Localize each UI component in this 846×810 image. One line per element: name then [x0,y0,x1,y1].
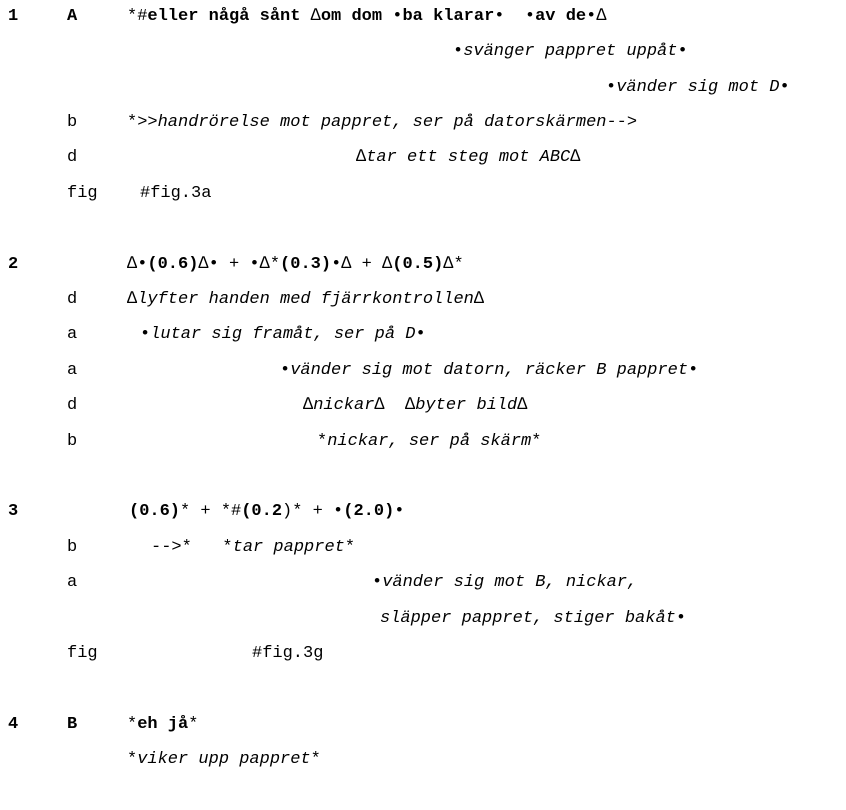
action-description: vänder sig mot D [616,78,780,97]
annotation-symbol: *>> [127,113,158,132]
action-description: släpper pappret, stiger bakåt [380,609,676,628]
utterance-text: om dom [320,7,393,26]
speaker-label: a [67,325,78,344]
figure-reference: #fig.3a [140,184,212,203]
annotation-symbol: • [140,325,151,344]
annotation-symbol: * [188,715,199,734]
annotation-symbol: )* + • [282,502,344,521]
action-description: viker upp pappret [137,750,311,769]
line-text [280,361,698,380]
action-description: tar pappret [232,538,345,557]
transcript-line [0,42,846,64]
annotation-symbol: • • [494,7,536,26]
line-text [372,573,637,592]
line-text [140,325,426,344]
annotation-symbol: * [127,750,138,769]
annotation-symbol: * + *# [180,502,242,521]
annotation-symbol: * [317,432,328,451]
excerpt-number: 2 [8,255,19,274]
transcript-line [0,502,846,524]
annotation-symbol: ∆ [303,396,314,415]
line-text [151,538,355,557]
annotation-symbol: ∆• [127,255,148,274]
pause-duration: (0.2 [241,502,283,521]
annotation-symbol: ∆• + •∆* [198,255,281,274]
line-text [356,148,580,167]
annotation-symbol: ∆ [356,148,367,167]
action-description: tar ett steg mot ABC [366,148,571,167]
line-text [127,113,637,132]
speaker-label: b [67,432,78,451]
transcript-line [0,538,846,560]
action-description: nickar, ser på skärm [327,432,532,451]
transcript-line [0,644,846,666]
line-text [606,78,790,97]
utterance-text: eh jå [137,715,189,734]
transcript-line [0,78,846,100]
pause-duration: (0.5) [392,255,444,274]
line-text [127,715,198,734]
utterance-text: eller någå sånt [147,7,301,26]
line-text [129,502,404,521]
pause-duration: (2.0) [343,502,395,521]
annotation-symbol: ∆ ∆ [374,396,416,415]
annotation-symbol: * [531,432,542,451]
transcript-line [0,7,846,29]
line-text [380,609,686,628]
line-text [127,750,321,769]
annotation-symbol: ∆ [473,290,485,309]
speaker-label: fig [67,184,98,203]
action-description: lutar sig framåt, ser på D [150,325,416,344]
annotation-symbol: -->* * [151,538,233,557]
speaker-label: b [67,538,78,557]
line-text [303,396,527,415]
annotation-symbol: • [372,573,383,592]
annotation-symbol: • [392,7,403,26]
transcript-line [0,396,846,418]
annotation-symbol: •∆ [586,7,607,26]
annotation-symbol: • [394,502,405,521]
line-text [317,432,541,451]
transcript-line [0,750,846,772]
excerpt-number: 3 [8,502,19,521]
pause-duration: (0.6) [129,502,181,521]
transcript-line [0,184,846,206]
annotation-symbol: ∆ [570,148,581,167]
speaker-label: b [67,113,78,132]
speaker-label: B [67,715,78,734]
line-text [127,255,464,274]
figure-reference: #fig.3g [252,644,324,663]
line-text [127,290,484,309]
annotation-symbol: ∆ [517,396,528,415]
transcript-line [0,361,846,383]
action-description: handrörelse mot pappret, ser på datorskärmen--> [157,113,638,132]
annotation-symbol: * [310,750,321,769]
annotation-symbol: •∆ + ∆ [331,255,393,274]
annotation-symbol: ∆* [443,255,464,274]
action-description: vänder sig mot B, nickar, [382,573,638,592]
action-description: byter bild [415,396,518,415]
speaker-label: a [67,573,78,592]
speaker-label: fig [67,644,98,663]
line-text [127,7,607,26]
annotation-symbol: • [453,42,464,61]
action-description: lyfter handen med fjärrkontrollen [137,290,474,309]
action-description: vänder sig mot datorn, räcker B pappret [290,361,689,380]
annotation-symbol: • [280,361,291,380]
transcript-line [0,325,846,347]
line-text [453,42,688,61]
pause-duration: (0.6) [147,255,199,274]
transcript-line [0,255,846,277]
annotation-symbol: • [677,42,688,61]
utterance-text: av de [535,7,587,26]
annotation-symbol: • [606,78,617,97]
transcript-line [0,148,846,170]
annotation-symbol: • [675,609,687,628]
annotation-symbol: • [779,78,790,97]
annotation-symbol: *# [127,7,148,26]
transcript-line [0,609,846,631]
speaker-label: a [67,361,78,380]
transcript-line [0,113,846,135]
transcript-line [0,573,846,595]
speaker-label: A [67,7,78,26]
transcript-line [0,290,846,312]
annotation-symbol: ∆ [300,7,321,26]
speaker-label: d [67,396,78,415]
excerpt-number: 1 [8,7,19,26]
annotation-symbol: * [127,715,138,734]
pause-duration: (0.3) [280,255,332,274]
transcript-line [0,432,846,454]
annotation-symbol: ∆ [127,290,138,309]
annotation-symbol: • [415,325,426,344]
utterance-text: ba klarar [402,7,495,26]
action-description: nickar [313,396,375,415]
transcript-line [0,715,846,737]
annotation-symbol: * [344,538,356,557]
speaker-label: d [67,290,78,309]
action-description: svänger pappret uppåt [463,42,678,61]
excerpt-number: 4 [8,715,19,734]
annotation-symbol: • [688,361,699,380]
speaker-label: d [67,148,78,167]
